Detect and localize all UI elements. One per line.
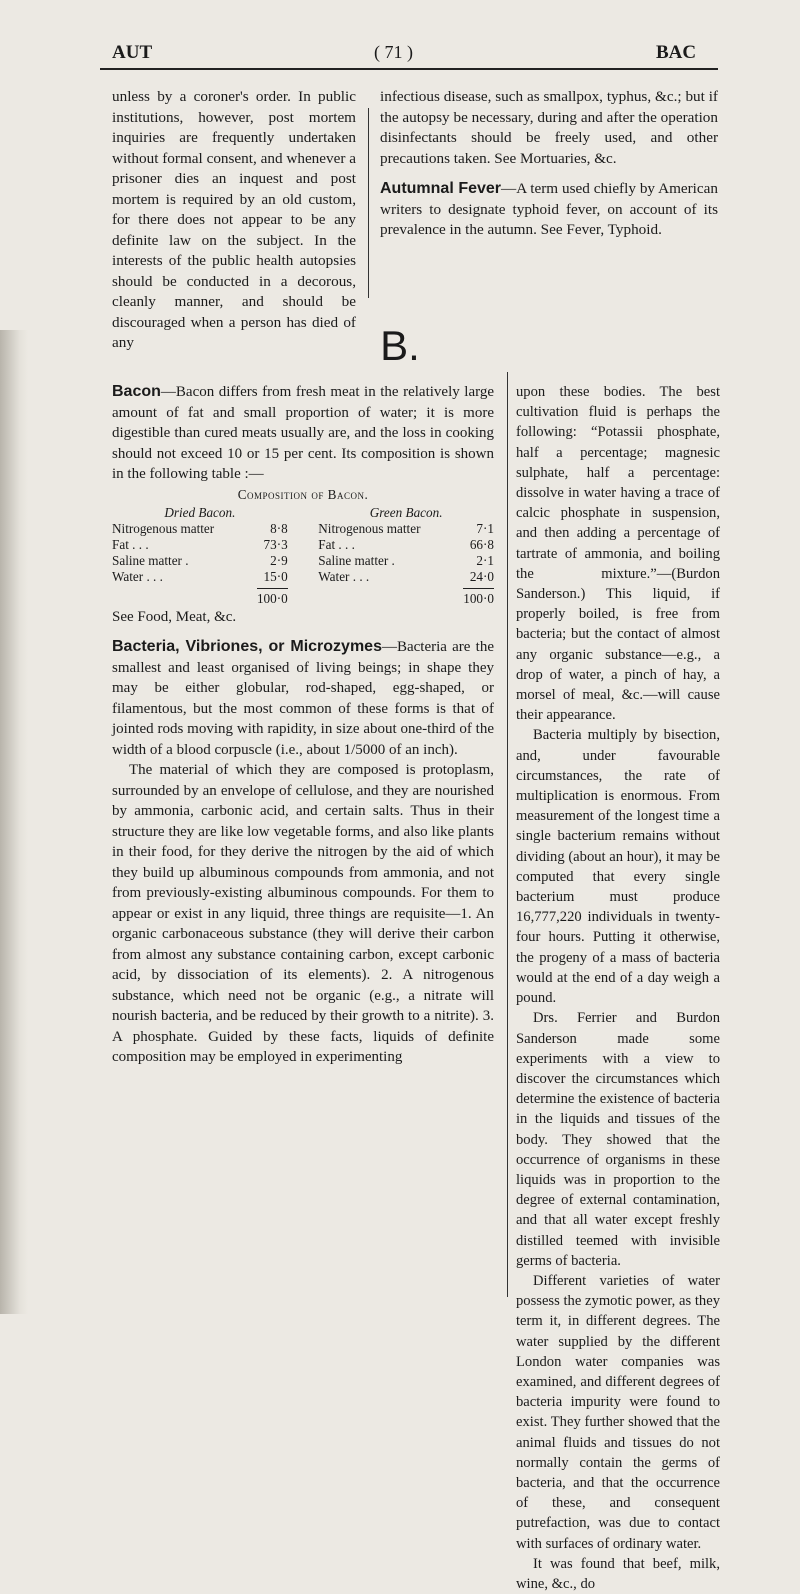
column-divider-top [368,108,369,298]
left-column [112,382,494,1068]
bacon-composition-table [112,487,494,607]
autumnal-fever-text: —A term used chiefly by American writers to designate typhoid fever, on account of its prevalence in the autumn. See Fever, Typhoid. [380,180,718,238]
headword-bacon: Bacon [112,383,161,400]
table-row: Water . . . 15·0 [112,568,288,584]
right-column [516,382,720,1594]
table-row: Saline matter . 2·9 [112,552,288,568]
table-row: Nitrogenous matter 7·1 [318,520,494,536]
bacon-text: —Bacon differs from fresh meat in the relatively large amount of fat and small proportion of water; it is more digestible than cured meats usually are, and the loss in cooking should not exceed 10 or 15 per cent. Its composition is shown in the following table :— [112,384,494,482]
bacteria-text-2: The material of which they are composed is protoplasm, surrounded by an envelope of cellulose, and they are nourished by ammonia, carbonic acid, and certain salts. Thus in their structure they are like low vegetable forms, and also like plants in their food, for they derive the nitrogen by the aid of which they build up albuminous compounds from ammonia, and not from previously-existing albuminous compounds. For them to appear or exist in any liquid, three things are requisite—1. An organic carbonaceous substance (they will derive their carbon from almost any substance containing carbon, except carbonic acid, by dissociation of its elements). 2. A nitrogenous substance, which need not be organic (e.g., a nitrate will nourish bacteria, and be reduced by their growth to a nitrite). 3. A phosphate. Guided by these facts, liquids of definite composition may be employed in experimenting [112,762,494,1065]
table-row: Fat . . . 66·8 [318,536,494,552]
bacon-see-also: See Food, Meat, &c. [112,608,237,625]
right-para-4: Different varieties of water possess the zymotic power, as they term it, in different degrees. The water supplied by the different London water companies was examined, and different degrees of bacteria impurity were found to exist. They further showed that the animal fluids and tissues do not normally contain the germs of bacteria, and that the occurrence of these, and consequent putrefaction, was due to contact with surfaces of ordinary water. [516,1272,720,1552]
headword-bacteria: Bacteria, Vibriones, or Microzymes [112,638,382,655]
running-head-left: AUT [112,42,153,63]
section-letter: B. [380,322,420,369]
page-edge-shadow [0,330,28,1314]
dried-total: 100·0 [112,585,288,607]
table-row: Fat . . . 73·3 [112,536,288,552]
entry-bacteria [112,637,494,760]
right-para-1: upon these bodies. The best cultivation fluid is perhaps the following: “Potassii phosphate, half a percentage; magnesic sulphate, half a percentage: dissolve in water having a trace of calcic phosphate in suspension, and then adding a percentage of tartrate of ammonia, and boiling the mixture.”—(Burdon Sanderson.) This liquid, if properly boiled, is free from bacteria; but the contact of almost any organic substance—e.g., a drop of water, a pinch of hay, a morsel of meal, &c.—will cause their appearance. [516,384,720,724]
running-head-right: BAC [656,42,697,63]
header-rule [100,68,718,70]
dried-heading: Dried Bacon. [164,504,236,520]
autopsy-continuation: unless by a coroner's order. In public institutions, however, post mortem inquiries are frequently undertaken without formal consent, and whenever a prisoner dies an inquest and post mortem is required by an old custom, for there does not appear to be any definite law on the subject. In the interests of the public health autopsies should be conducted in a decorous, cleanly manner, and should be discouraged when a person has died of any [112,88,356,351]
autopsy-end: infectious disease, such as smallpox, typhus, &c.; but if the autopsy be necessary, during and after the operation disinfectants should be freely used, and other precautions taken. See Mortuaries, &c. [380,88,718,167]
top-right-column [380,87,718,241]
table-row: Water . . . 24·0 [318,568,494,584]
entry-autumnal-fever [380,179,718,241]
headword-autumnal-fever: Autumnal Fever [380,180,502,197]
table-row: Nitrogenous matter 8·8 [112,520,288,536]
dried-bacon-table [112,505,288,607]
column-divider [507,372,508,1297]
green-bacon-table [318,505,494,607]
right-para-5: It was found that beef, milk, wine, &c., do [516,1555,720,1592]
green-total: 100·0 [318,585,494,607]
table-title: Composition of Bacon. [237,486,369,502]
right-para-2: Bacteria multiply by bisection, and, under favourable circumstances, the rate of multiplication is enormous. From measurement of the longest time a single bacterium remains without dividing (about an hour), it may be computed that every single bacterium must produce 16,777,220 individuals in twenty-four hours. Putting it otherwise, the progeny of a mass of bacteria would at the end of a day weigh a pound. [516,727,720,1007]
top-left-column [112,87,356,354]
bacteria-text-1: —Bacteria are the smallest and least organised of living beings; in shape they may be either globular, rod-shaped, egg-shaped, or filamentous, but the most common of these forms is that of jointed rods moving with rapidity, in size about one-third of the width of a blood corpuscle (i.e., about 1/5000 of an inch). [112,639,494,758]
table-row: Saline matter . 2·1 [318,552,494,568]
green-heading: Green Bacon. [369,504,443,520]
page-number: ( 71 ) [374,42,413,62]
entry-bacon [112,382,494,485]
right-para-3: Drs. Ferrier and Burdon Sanderson made some experiments with a view to discover the circumstances which determine the existence of bacteria in the liquids and tissues of the body. They showed that the occurrence of organisms in these liquids was in proportion to the degree of external contamination, and that all water except freshly distilled teemed with invisible germs of bacteria. [516,1010,720,1269]
